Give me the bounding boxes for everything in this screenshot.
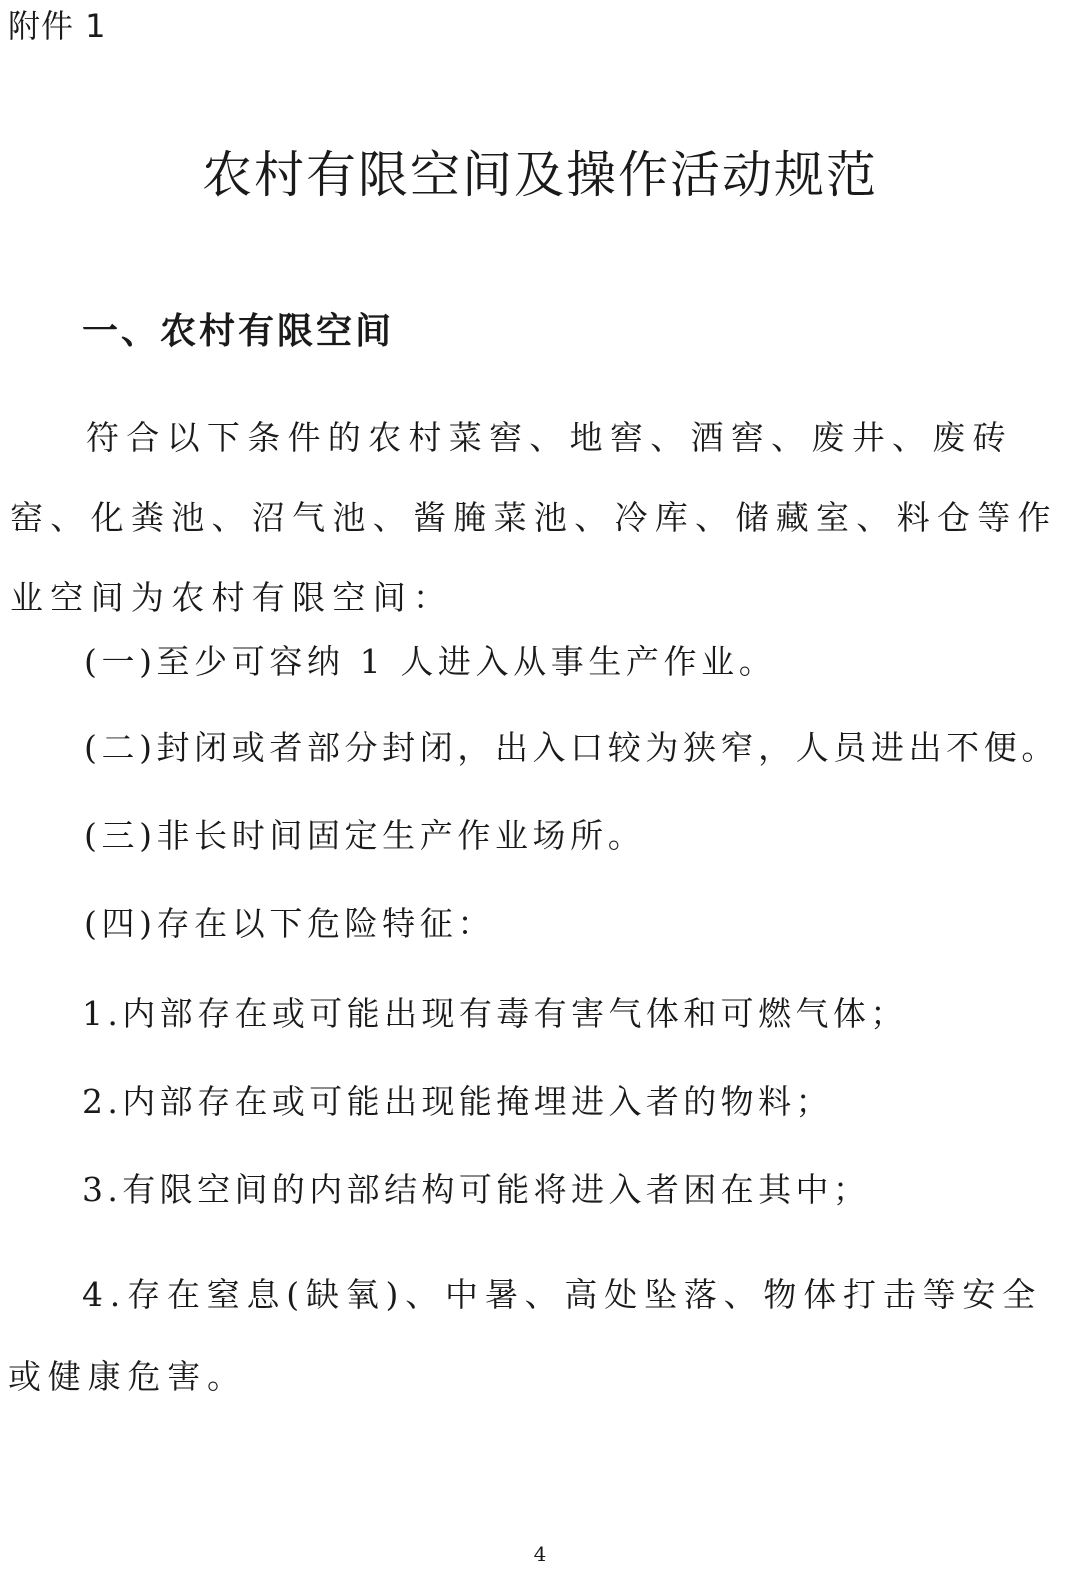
intro-paragraph: 符合以下条件的农村菜窖、地窖、酒窖、废井、废砖窑、化粪池、沼气池、酱腌菜池、冷库、储藏室、料仓等作业空间为农村有限空间：: [10, 418, 1058, 617]
attachment-label: 附件 1: [8, 7, 107, 45]
page-number: 4: [533, 1542, 547, 1566]
hazard-item-2: 2.内部存在或可能出现能掩埋进入者的物料；: [82, 1082, 833, 1121]
hazard-item-4: 4.存在窒息(缺氧)、中暑、高处坠落、物体打击等安全或健康危害。: [8, 1275, 1043, 1396]
document-title: 农村有限空间及操作活动规范: [202, 146, 878, 204]
condition-item-3: (三)非长时间固定生产作业场所。: [84, 816, 646, 855]
hazard-item-1: 1.内部存在或可能出现有毒有害气体和可燃气体；: [82, 994, 908, 1033]
condition-item-1: (一)至少可容纳 1 人进入从事生产作业。: [84, 642, 777, 681]
section-heading: 一、农村有限空间: [82, 311, 395, 352]
condition-item-4: (四)存在以下危险特征：: [84, 904, 495, 943]
condition-item-2: (二)封闭或者部分封闭，出入口较为狭窄，人员进出不便。: [84, 728, 1059, 767]
hazard-item-3: 3.有限空间的内部结构可能将进入者困在其中；: [82, 1170, 871, 1209]
